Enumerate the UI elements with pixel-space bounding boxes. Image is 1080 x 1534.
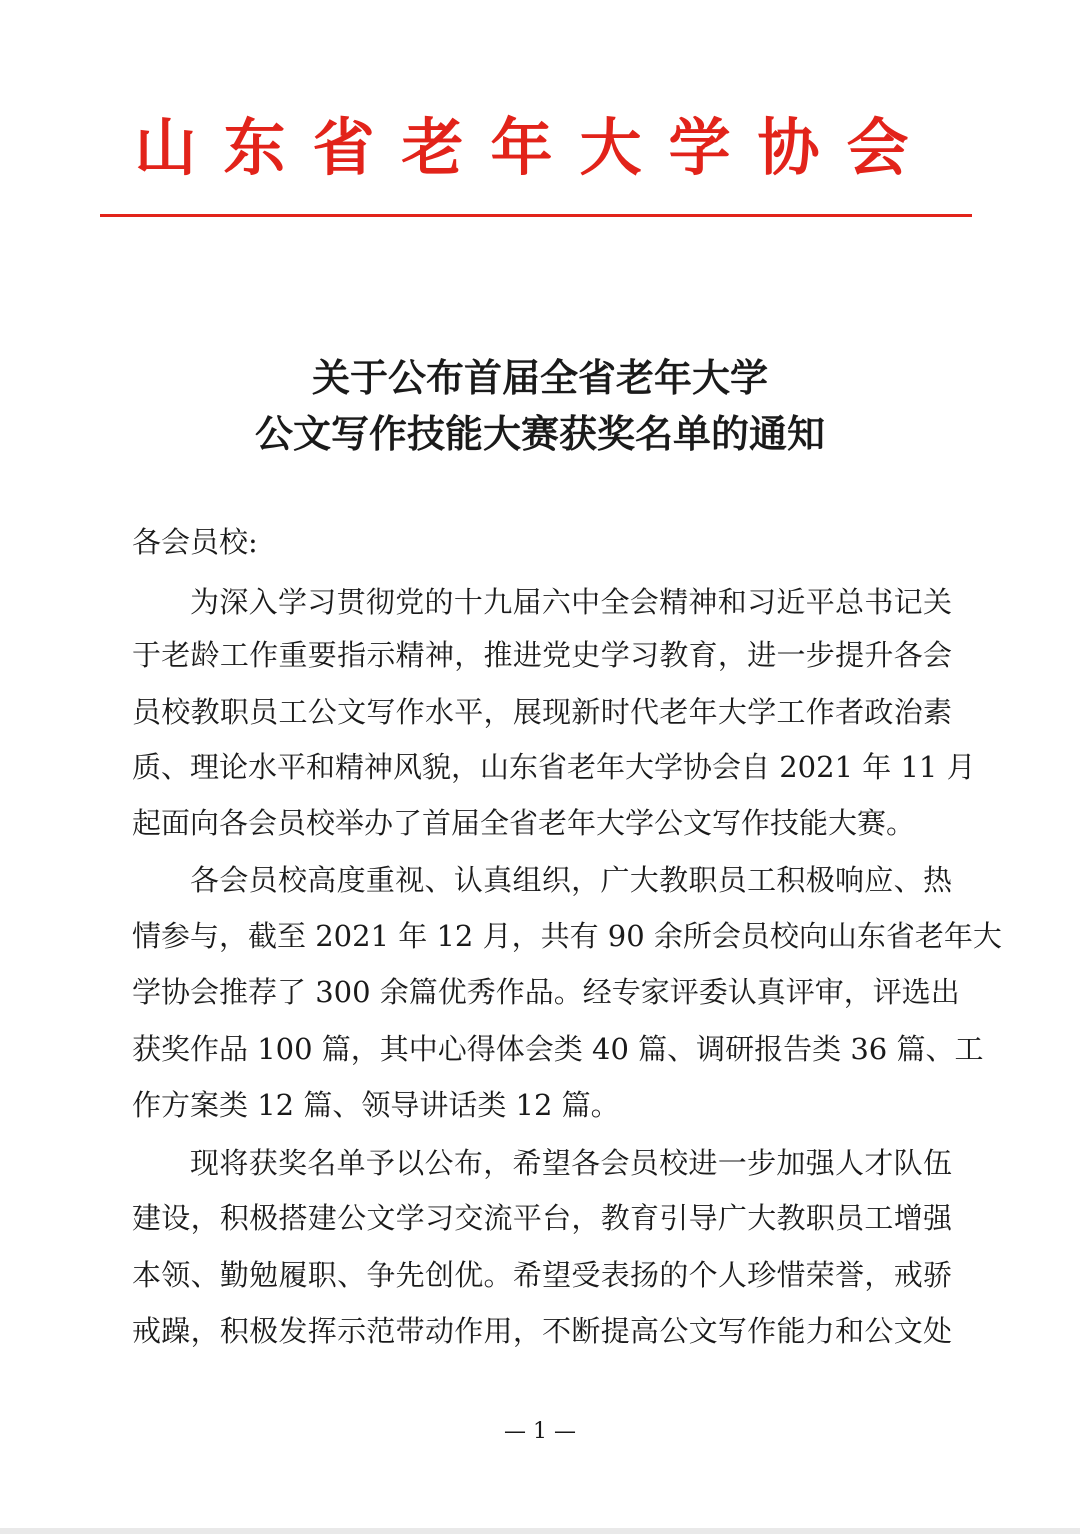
body-line: 质、理论水平和精神风貌，山东省老年大学协会自 2021 年 11 月 bbox=[132, 750, 976, 784]
body-line: 现将获奖名单予以公布，希望各会员校进一步加强人才队伍 bbox=[190, 1146, 952, 1180]
body-line: 建设，积极搭建公文学习交流平台，教育引导广大教职员工增强 bbox=[132, 1201, 952, 1235]
body-line: 情参与，截至 2021 年 12 月，共有 90 余所会员校向山东省老年大 bbox=[132, 919, 1002, 953]
body-line: 本领、勤勉履职、争先创优。希望受表扬的个人珍惜荣誉，戒骄 bbox=[132, 1258, 952, 1292]
salutation: 各会员校: bbox=[132, 525, 258, 559]
body-line: 作方案类 12 篇、领导讲话类 12 篇。 bbox=[132, 1088, 620, 1122]
page-number: — 1 — bbox=[504, 1419, 576, 1444]
body-line: 各会员校高度重视、认真组织，广大教职员工积极响应、热 bbox=[190, 863, 952, 897]
body-line: 为深入学习贯彻党的十九届六中全会精神和习近平总书记关 bbox=[190, 585, 952, 619]
body-line: 戒躁，积极发挥示范带动作用，不断提高公文写作能力和公文处 bbox=[132, 1314, 952, 1348]
body-line: 起面向各会员校举办了首届全省老年大学公文写作技能大赛。 bbox=[132, 806, 916, 840]
notice-title-line-1: 关于公布首届全省老年大学 bbox=[311, 355, 768, 400]
letterhead-red-rule bbox=[100, 214, 972, 217]
letterhead-title: 山东省老年大学协会 bbox=[134, 111, 936, 184]
body-line: 获奖作品 100 篇，其中心得体会类 40 篇、调研报告类 36 篇、工 bbox=[132, 1032, 984, 1066]
page-bottom-edge bbox=[0, 1528, 1080, 1534]
notice-title-line-2: 公文写作技能大赛获奖名单的通知 bbox=[254, 411, 825, 456]
body-line: 于老龄工作重要指示精神，推进党史学习教育，进一步提升各会 bbox=[132, 638, 952, 672]
body-line: 员校教职员工公文写作水平，展现新时代老年大学工作者政治素 bbox=[132, 695, 952, 729]
body-line: 学协会推荐了 300 余篇优秀作品。经专家评委认真评审，评选出 bbox=[132, 975, 960, 1009]
